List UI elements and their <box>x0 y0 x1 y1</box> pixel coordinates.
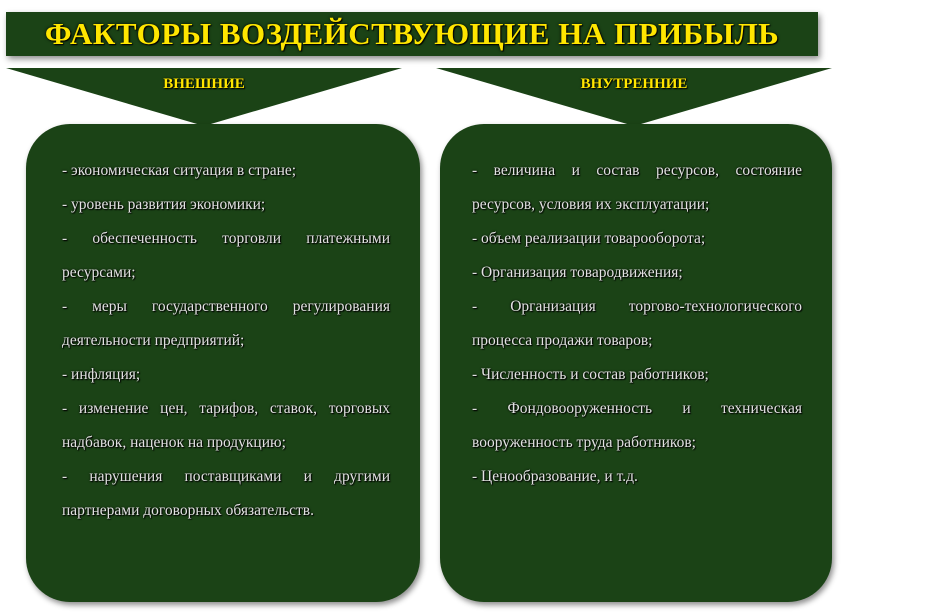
list-item: - уровень развития экономики; <box>62 196 266 213</box>
internal-factors-list <box>472 154 802 494</box>
list-item: - Организация товародвижения; <box>472 264 683 281</box>
left-arrow-label: ВНЕШНИЕ <box>163 76 245 92</box>
right-arrow-label: ВНУТРЕННИЕ <box>580 76 688 92</box>
internal-factors-box <box>440 124 832 602</box>
list-item: - изменение цен, тарифов, ставок, торговых надбавок, наценок на продукцию; <box>62 400 390 451</box>
external-factors-list <box>62 154 390 528</box>
list-item: - экономическая ситуация в стране; <box>62 162 297 179</box>
list-item: - величина и состав ресурсов, состояние ресурсов, условия их эксплуатации; <box>472 162 802 213</box>
list-item: - нарушения поставщиками и другими партнерами договорных обязательств. <box>62 468 390 519</box>
list-item: - Организация торгово-технологического процесса продажи товаров; <box>472 298 802 349</box>
title-bar <box>6 12 818 56</box>
list-item: - обеспеченность торговли платежными ресурсами; <box>62 230 390 281</box>
list-item: - объем реализации товарооборота; <box>472 230 706 247</box>
diagram-title: ФАКТОРЫ ВОЗДЕЙСТВУЮЩИЕ НА ПРИБЫЛЬ <box>44 16 780 51</box>
external-factors-box <box>26 124 420 602</box>
list-item: - Численность и состав работников; <box>472 366 709 383</box>
list-item: - инфляция; <box>62 366 141 383</box>
list-item: - Ценообразование, и т.д. <box>472 468 638 485</box>
list-item: - меры государственного регулирования деятельности предприятий; <box>62 298 390 349</box>
list-item: - Фондовооруженность и техническая вооруженность труда работников; <box>472 400 802 451</box>
